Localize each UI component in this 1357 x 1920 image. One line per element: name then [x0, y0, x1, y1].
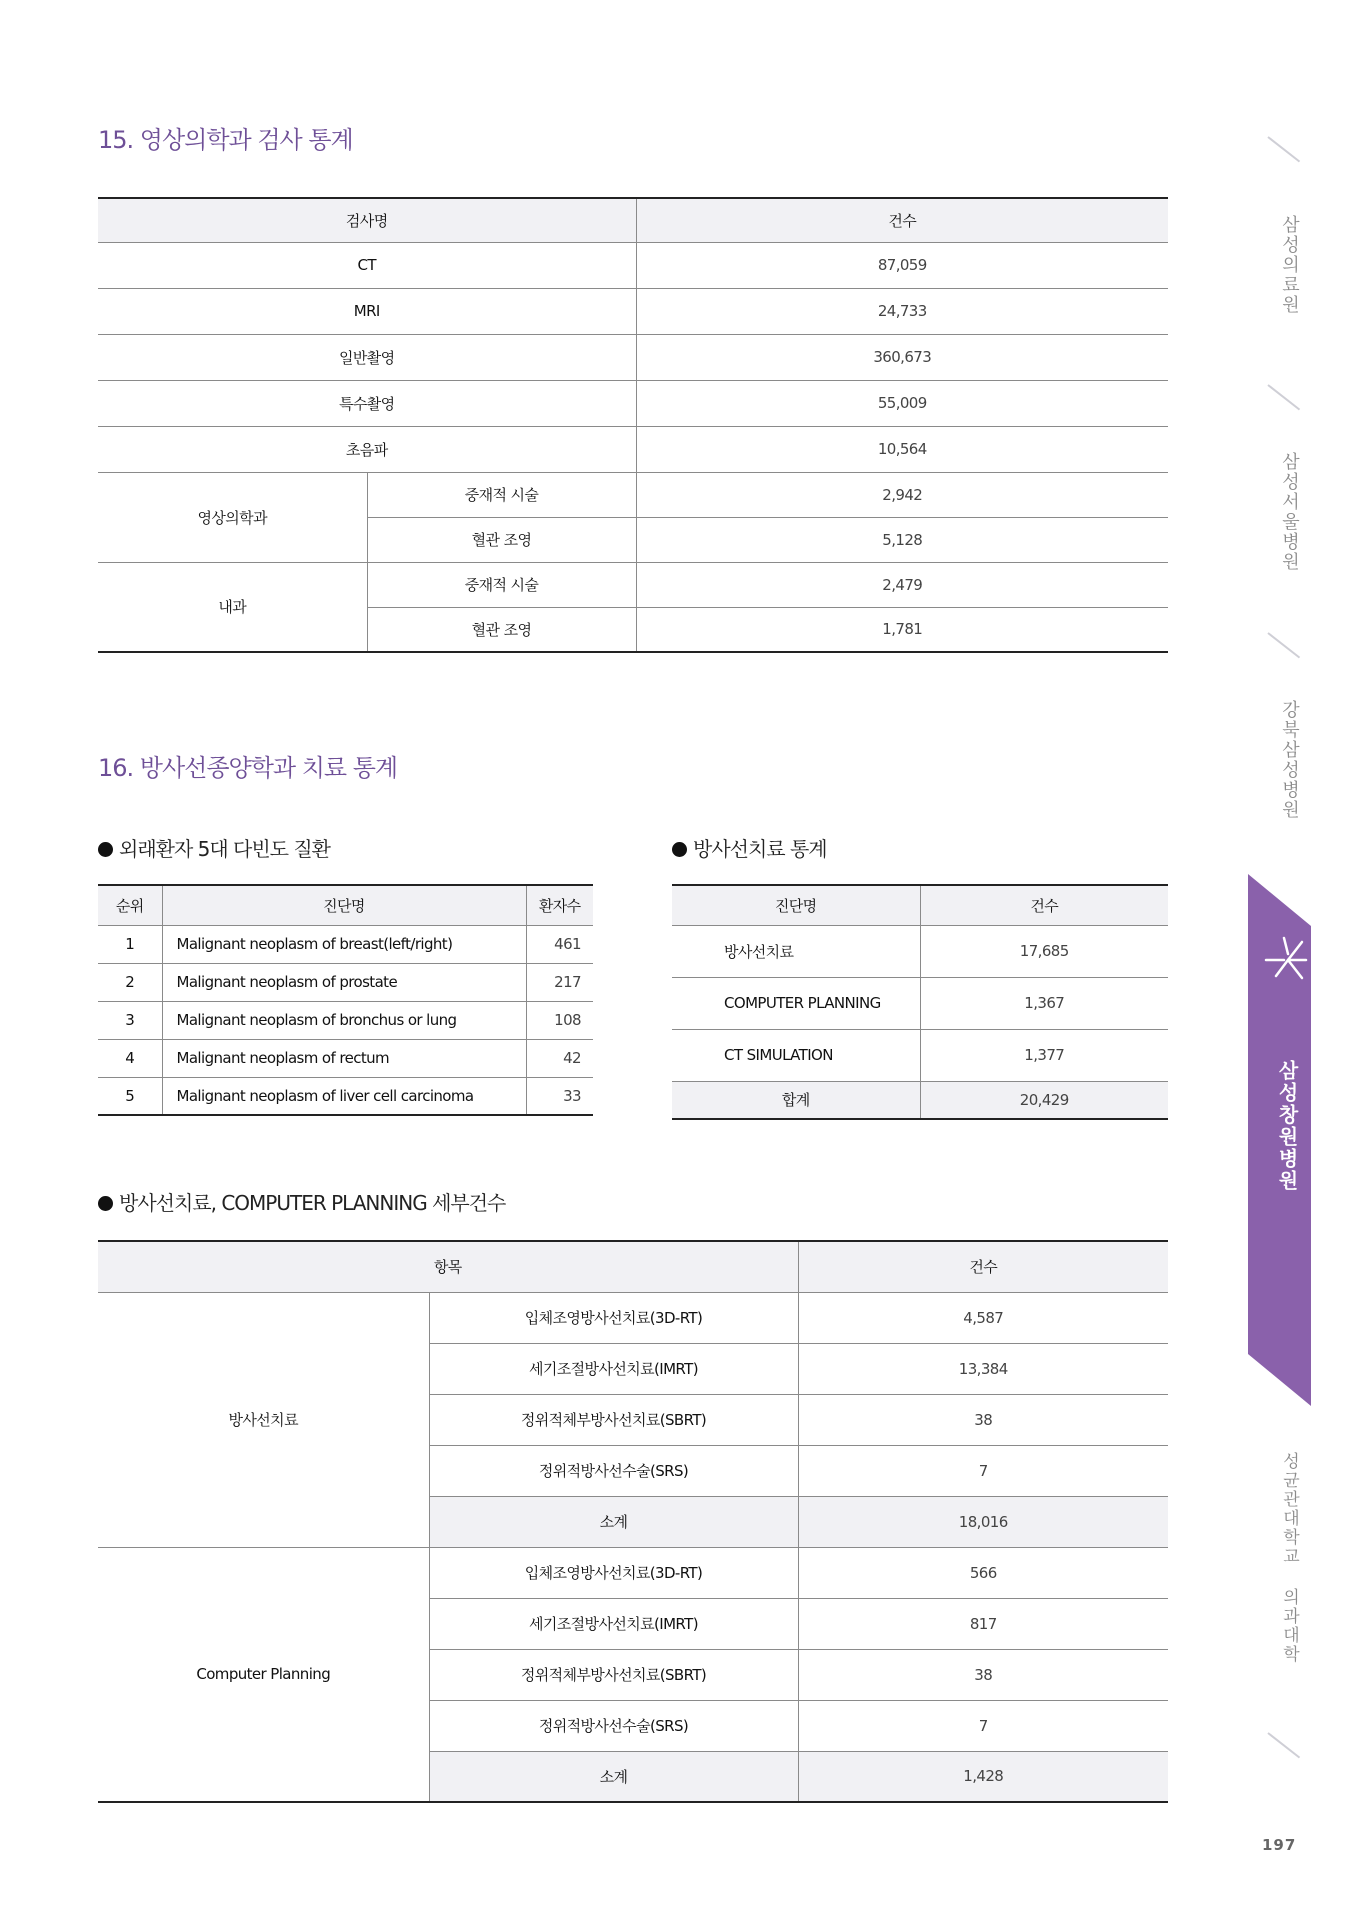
- table-row: 초음파 10,564: [98, 426, 1168, 472]
- table-row: 혈관 조영 5,128: [98, 517, 1168, 562]
- bullet-icon: [672, 842, 687, 857]
- table-row: 5 Malignant neoplasm of liver cell carcinoma 33: [98, 1077, 593, 1115]
- table-row: 2 Malignant neoplasm of prostate 217: [98, 963, 593, 1001]
- divider-slash: [1267, 632, 1300, 658]
- total-row: 합계 20,429: [672, 1081, 1168, 1119]
- section-15-title: 15. 영상의학과 검사 통계: [98, 126, 353, 154]
- header-diagnosis: 진단명: [162, 885, 526, 925]
- header-count: 건수: [636, 198, 1168, 242]
- sparkle-icon: [1262, 932, 1310, 988]
- table-row: 일반촬영 360,673: [98, 334, 1168, 380]
- header-count: 건수: [798, 1241, 1168, 1292]
- side-nav-item-active[interactable]: 삼성창원병원: [1275, 1060, 1299, 1192]
- table-row: MRI 24,733: [98, 288, 1168, 334]
- outpatient-disease-table: [98, 884, 593, 1116]
- side-nav: [1248, 0, 1357, 1920]
- table-row: 정위적방사선수술(SRS) 7: [98, 1700, 1168, 1751]
- group-label: 내과: [98, 562, 367, 652]
- table-row: 방사선치료 17,685: [672, 925, 1168, 977]
- group-label: Computer Planning: [98, 1547, 429, 1802]
- header-diagnosis: 진단명: [672, 885, 920, 925]
- divider-slash: [1267, 1732, 1300, 1758]
- page-number: 197: [1262, 1836, 1297, 1854]
- header-exam-name: 검사명: [98, 198, 636, 242]
- table-row: 방사선치료 입체조영방사선치료(3D-RT) 4,587: [98, 1292, 1168, 1343]
- side-nav-item[interactable]: 삼성의료원: [1279, 215, 1300, 315]
- side-nav-item[interactable]: 강북삼성병원: [1279, 700, 1300, 820]
- bullet-icon: [98, 842, 113, 857]
- side-nav-item[interactable]: 성균관대학교 의과대학: [1279, 1452, 1299, 1664]
- subtotal-row: 소계 18,016: [98, 1496, 1168, 1547]
- table-row: 정위적방사선수술(SRS) 7: [98, 1445, 1168, 1496]
- table-row: 내과 중재적 시술 2,479: [98, 562, 1168, 607]
- header-count: 건수: [920, 885, 1168, 925]
- group-label: 영상의학과: [98, 472, 367, 562]
- header-rank: 순위: [98, 885, 162, 925]
- side-nav-item[interactable]: 삼성서울병원: [1279, 452, 1300, 572]
- divider-slash: [1267, 384, 1300, 410]
- table-row: 정위적체부방사선치료(SBRT) 38: [98, 1394, 1168, 1445]
- table-row: 3 Malignant neoplasm of bronchus or lung 108: [98, 1001, 593, 1039]
- section-16-title: 16. 방사선종양학과 치료 통계: [98, 754, 398, 782]
- table-row: 혈관 조영 1,781: [98, 607, 1168, 652]
- header-patients: 환자수: [526, 885, 593, 925]
- details-subtitle: 방사선치료, COMPUTER PLANNING 세부건수: [98, 1187, 505, 1216]
- table-row: 세기조절방사선치료(IMRT) 817: [98, 1598, 1168, 1649]
- subtotal-row: 소계 1,428: [98, 1751, 1168, 1802]
- table-row: 특수촬영 55,009: [98, 380, 1168, 426]
- table-row: 영상의학과 중재적 시술 2,942: [98, 472, 1168, 517]
- group-label: 방사선치료: [98, 1292, 429, 1547]
- imaging-exam-table: [98, 197, 1168, 653]
- table-row: Computer Planning 입체조영방사선치료(3D-RT) 566: [98, 1547, 1168, 1598]
- header-item: 항목: [98, 1241, 798, 1292]
- radiation-stats-table: [672, 884, 1168, 1120]
- table-row: 1 Malignant neoplasm of breast(left/right) 461: [98, 925, 593, 963]
- radiation-stats-subtitle: 방사선치료 통계: [672, 833, 827, 862]
- table-row: 4 Malignant neoplasm of rectum 42: [98, 1039, 593, 1077]
- bullet-icon: [98, 1196, 113, 1211]
- table-row: COMPUTER PLANNING 1,367: [672, 977, 1168, 1029]
- outpatient-subtitle: 외래환자 5대 다빈도 질환: [98, 833, 330, 862]
- radiation-details-table: [98, 1240, 1168, 1803]
- table-row: 세기조절방사선치료(IMRT) 13,384: [98, 1343, 1168, 1394]
- table-row: CT 87,059: [98, 242, 1168, 288]
- divider-slash: [1267, 136, 1300, 162]
- table-row: 정위적체부방사선치료(SBRT) 38: [98, 1649, 1168, 1700]
- table-row: CT SIMULATION 1,377: [672, 1029, 1168, 1081]
